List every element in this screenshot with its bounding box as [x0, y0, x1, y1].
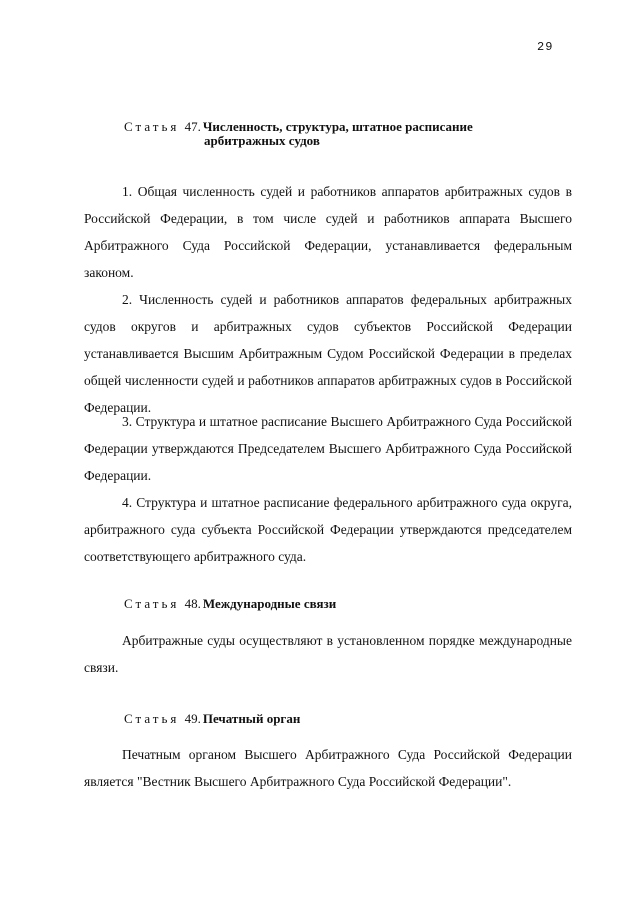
article-number: 47.	[184, 119, 201, 134]
article-47-heading	[124, 120, 473, 148]
article-title-line2: арбитражных судов	[204, 133, 320, 148]
article-number: 49.	[184, 711, 201, 726]
article-title-line1: Международные связи	[202, 596, 337, 611]
paragraph: Печатным органом Высшего Арбитражного Суда Российской Федерации является "Вестник Высшего Арбитражного Суда Российской Федерации".	[84, 747, 572, 789]
paragraph: 3. Структура и штатное расписание Высшего Арбитражного Суда Российской Федерации утверждаются Председателем Высшего Арбитражного Суда Российской Федерации.	[84, 414, 572, 483]
article-title-line1: Численность, структура, штатное расписание	[202, 119, 473, 134]
article-number: 48.	[184, 596, 201, 611]
paragraph: 2. Численность судей и работников аппаратов федеральных арбитражных судов округов и арбитражных судов субъектов Российской Федерации устанавливается Высшим Арбитражным Судом Российской Федерации в пределах общей численности судей и работников аппаратов арбитражных судов в Российской Федерации.	[84, 292, 572, 415]
article-title-line1: Печатный орган	[202, 711, 301, 726]
paragraph: 1. Общая численность судей и работников аппаратов арбитражных судов в Российской Федерации, в том числе судей и работников аппарата Высшего Арбитражного Суда Российской Федерации, устанавливается федеральным законом.	[84, 184, 572, 280]
paragraph: 4. Структура и штатное расписание федерального арбитражного суда округа, арбитражного суда субъекта Российской Федерации утверждаются председателем соответствующего арбитражного суда.	[84, 495, 572, 564]
article-49-heading	[124, 712, 300, 726]
paragraph: Арбитражные суды осуществляют в установленном порядке международные связи.	[84, 633, 572, 675]
article-48-heading	[124, 597, 336, 611]
article-word: Статья	[124, 119, 180, 134]
article-word: Статья	[124, 711, 180, 726]
article-word: Статья	[124, 596, 180, 611]
page-number: 29	[537, 40, 554, 54]
